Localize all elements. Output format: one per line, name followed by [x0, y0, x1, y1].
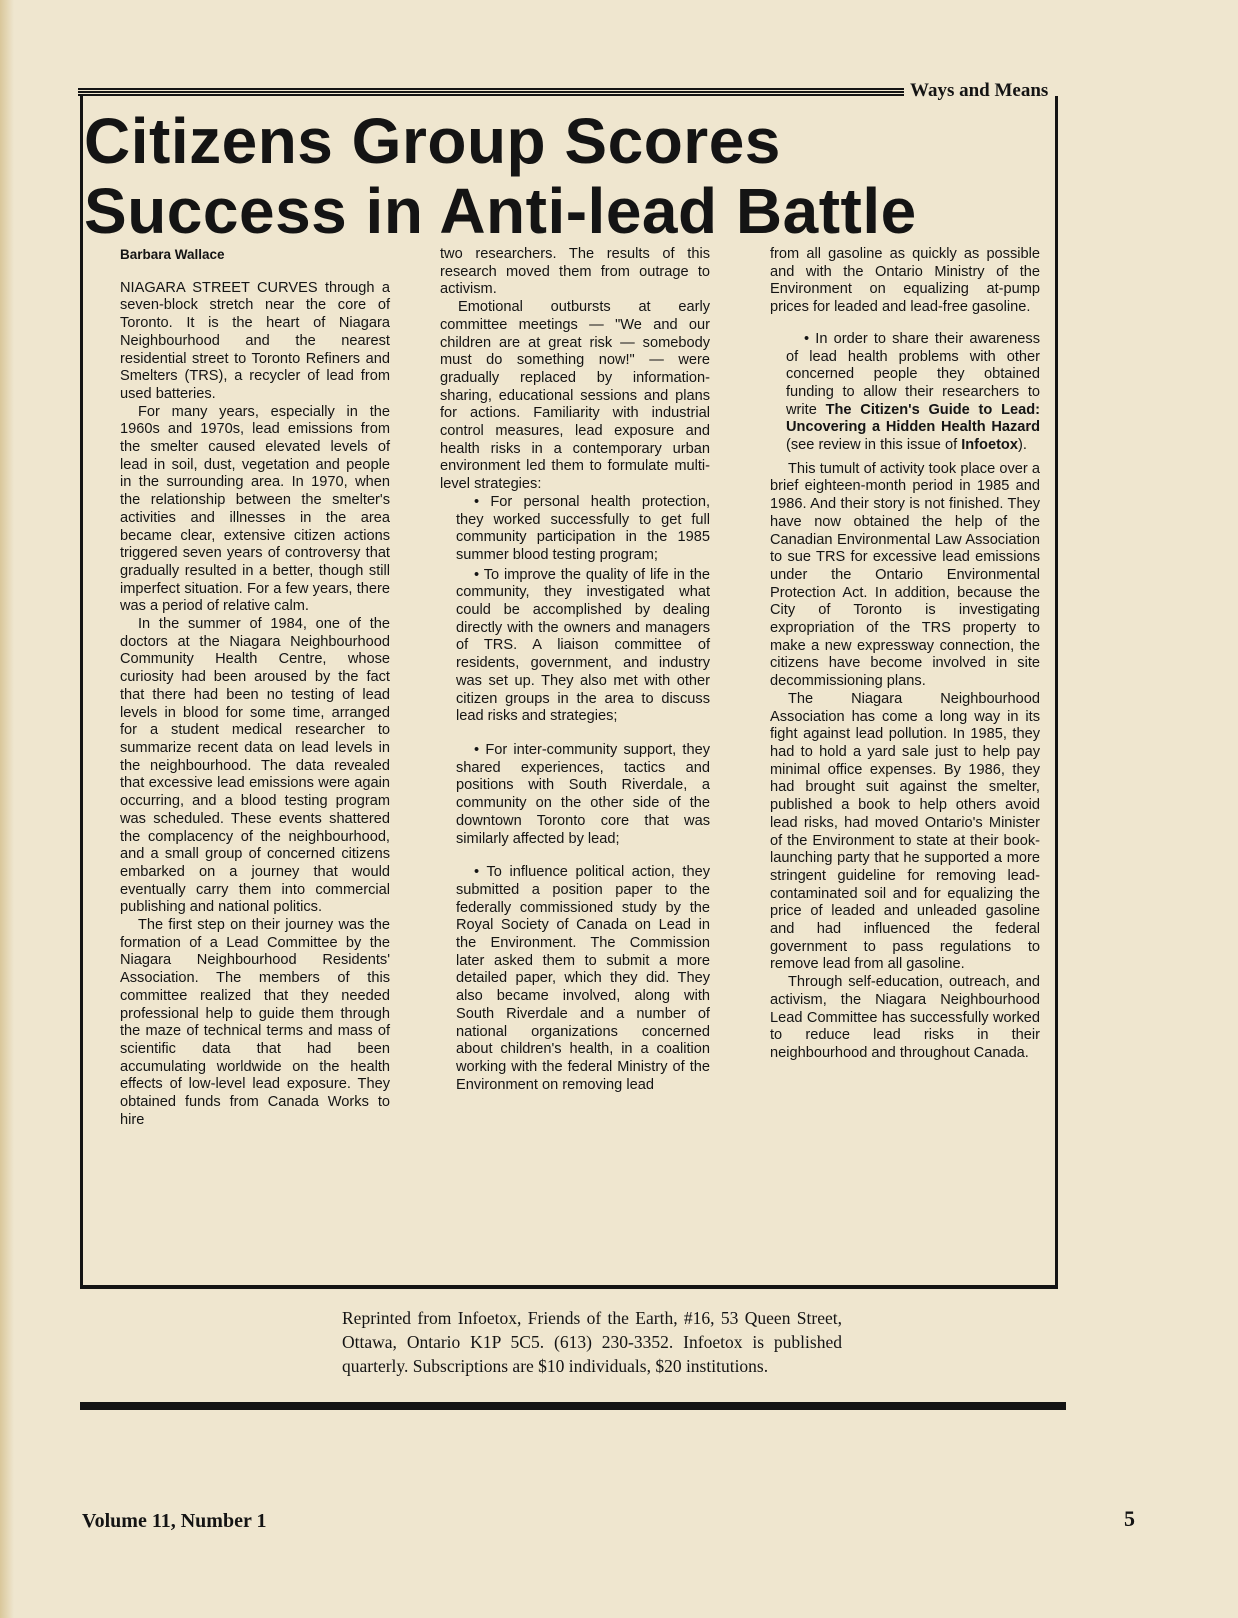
- paragraph: For many years, especially in the 1960s and 1970s, lead emissions from the smelter caused elevated levels of lead in soil, dust, vegetation and people in the surrounding area. In 1970, when the relationship between the smelter's activities and illnesses in the area became clear, extensive citizen actions triggered seven years of controversy that gradually resulted in a better, though still imperfect situation. For a few years, there was a period of relative calm.: [120, 403, 390, 615]
- paragraph: NIAGARA STREET CURVES through a seven-block stretch near the core of Toronto. It is the heart of Niagara Neighbourhood and the nearest residential street to Toronto Refiners and Smelters (TRS), a recycler of lead from used batteries.: [120, 279, 390, 402]
- bottom-rule: [80, 1402, 1066, 1410]
- paragraph: The Niagara Neighbourhood Association has come a long way in its fight against lead pollution. In 1985, they had to hold a yard sale just to help pay minimal office expenses. By 1986, they had brought suit against the smelter, published a book to help others avoid lead risks, had moved Ontario's Minister of the Environment to state at their book-launching party that he supported a more stringent guideline for removing lead-contaminated soil and for equalizing the price of leaded and unleaded gasoline and had influenced the federal government to pass regulations to remove lead from all gasoline.: [770, 690, 1040, 973]
- bullet-item: • To improve the quality of life in the community, they investigated what could be accomplished by dealing directly with the owners and managers of TRS. A liaison committee of residents, government, and industry was set up. They also met with other citizen groups in the area to discuss lead risks and strategies;: [456, 566, 710, 725]
- article-column-3: [770, 246, 1040, 1063]
- book-title: The Citizen's Guide to Lead: Uncovering a Hidden Health Hazard: [786, 401, 1040, 436]
- paragraph: two researchers. The results of this research moved them from outrage to activism.: [440, 246, 710, 298]
- bullet-item: • For inter-community support, they shared experiences, tactics and positions with South Riverdale, a community on the other side of the downtown Toronto core that was similarly affected by lead;: [456, 741, 710, 847]
- publication-name: Infoetox: [961, 437, 1018, 454]
- paragraph: Through self-education, outreach, and activism, the Niagara Neighbourhood Lead Committee has successfully worked to reduce lead risks in their neighbourhood and throughout Canada.: [770, 974, 1040, 1061]
- headline: [84, 106, 1044, 246]
- paragraph: In the summer of 1984, one of the doctors at the Niagara Neighbourhood Community Health Centre, whose curiosity had been aroused by the fact that there had been no testing of lead levels in blood for some time, arranged for a student medical researcher to summarize recent data on lead levels in the neighbourhood. The data revealed that excessive lead emissions were again occurring, and a blood testing program was scheduled. These events shattered the complacency of the neighbourhood, and a small group of concerned citizens embarked on a journey that would eventually carry them into commercial publishing and national politics.: [120, 616, 390, 916]
- bullet-text: • In order to share their awareness of lead health problems with other concerned people they obtained funding to allow their researchers to write: [786, 330, 1040, 418]
- issue-label: Volume 11, Number 1: [82, 1510, 267, 1532]
- bullet-item: [770, 331, 1040, 455]
- reprint-note: Reprinted from Infoetox, Friends of the Earth, #16, 53 Queen Street, Ottawa, Ontario K1P 5C5. (613) 230-3352. Infoetox is published quarterly. Subscriptions are $10 individuals, $20 institutions.: [342, 1308, 842, 1376]
- bullet-text: ).: [1017, 437, 1027, 454]
- byline: Barbara Wallace: [120, 247, 225, 262]
- paragraph: from all gasoline as quickly as possible and with the Ontario Ministry of the Environment on equalizing at-pump prices for leaded and lead-free gasoline.: [770, 246, 1040, 316]
- paragraph: This tumult of activity took place over a brief eighteen-month period in 1985 and 1986. And their story is not finished. They have now obtained the help of the Canadian Environmental Law Association to sue TRS for excessive lead emissions under the Ontario Environmental Protection Act. In addition, because the City of Toronto is investigating expropriation of the TRS property to make a new expressway connection, the citizens have become involved in site decommissioning plans.: [770, 460, 1040, 690]
- bullet-item: • For personal health protection, they worked successfully to get full community participation in the 1985 summer blood testing program;: [456, 493, 710, 563]
- paragraph: Emotional outbursts at early committee meetings — "We and our children are at great risk — somebody must do something now!" — were gradually replaced by information-sharing, educational sessions and plans for actions. Familiarity with industrial control measures, lead exposure and health risks in a contemporary urban environment led them to formulate multi-level strategies:: [440, 299, 710, 493]
- bullet-item: • To influence political action, they submitted a position paper to the federally commissioned study by the Royal Society of Canada on Lead in the Environment. The Commission later asked them to submit a more detailed paper, which they did. They also became involved, along with South Riverdale and a number of national organizations concerned about children's health, in a coalition working with the federal Ministry of the Environment on removing lead: [456, 864, 710, 1093]
- article-column-1: [120, 246, 390, 1129]
- page-edge-shadow: [0, 0, 14, 1618]
- headline-line-2: Success in Anti-lead Battle: [84, 175, 917, 247]
- paragraph: The first step on their journey was the formation of a Lead Committee by the Niagara Neighbourhood Residents' Association. The members of this committee realized that they needed professional help to guide them through the maze of technical terms and mass of scientific data that had been accumulating worldwide on the health effects of low-level lead exposure. They obtained funds from Canada Works to hire: [120, 917, 390, 1128]
- headline-line-1: Citizens Group Scores: [84, 105, 781, 177]
- article-column-2: [440, 246, 710, 1094]
- page-number: 5: [1124, 1506, 1135, 1531]
- section-label: Ways and Means: [910, 80, 1049, 101]
- bullet-text: (see review in this issue of: [786, 437, 962, 454]
